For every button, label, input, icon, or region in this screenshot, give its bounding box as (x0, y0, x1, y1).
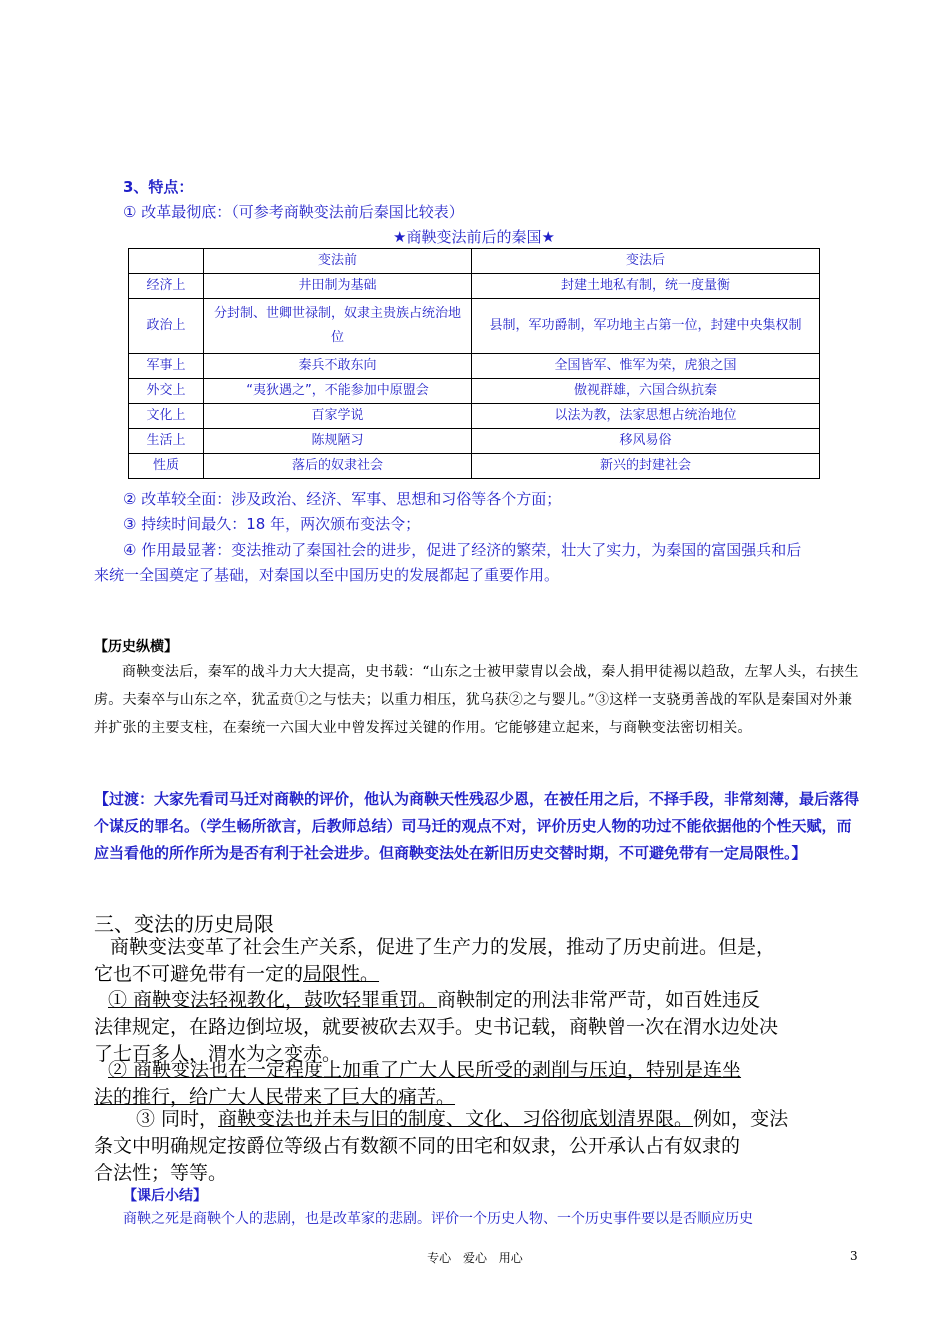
row-label: 文化上 (129, 404, 204, 429)
header-cell: 变法前 (204, 249, 472, 274)
footer-motto: 专心 爱心 用心 (427, 1251, 523, 1265)
cell-before: 分封制、世卿世禄制，奴隶主贵族占统治地位 (204, 299, 472, 354)
cell-after: 封建土地私有制，统一度量衡 (472, 274, 820, 299)
limitation-3-line-3: 合法性；等等。 (94, 1162, 228, 1184)
limitation-3-text: 例如，变法 (693, 1108, 789, 1130)
section-three-title: 三、变法的历史局限 (94, 912, 274, 936)
limitation-2 (94, 1057, 864, 1111)
page-number: 3 (850, 1249, 858, 1263)
point-4-line-2: 来统一全国奠定了基础，对秦国以至中国历史的发展都起了重要作用。 (94, 566, 560, 584)
cell-before: 秦兵不敢东向 (204, 354, 472, 379)
limitation-1-line-3: 了七百多人，渭水为之变赤。 (94, 1043, 342, 1065)
limitation-1 (94, 987, 864, 1068)
cell-before: 百家学说 (204, 404, 472, 429)
cell-after: 县制，军功爵制，军功地主占第一位，封建中央集权制 (472, 299, 820, 354)
limitation-underline: 局限性。 (303, 963, 380, 985)
limitation-3-line-2: 条文中明确规定按爵位等级占有数额不同的田宅和奴隶，公开承认占有奴隶的 (94, 1135, 741, 1157)
limitation-1-underline: ① 商鞅变法轻视教化，鼓吹轻罪重罚。 (108, 989, 438, 1011)
limitation-2-line-2: 法的推行，给广大人民带来了巨大的痛苦。 (94, 1086, 456, 1108)
point-4-line-1: ④ 作用最显著：变法推动了秦国社会的进步，促进了经济的繁荣，壮大了实力，为秦国的富国强兵和后 (123, 541, 802, 559)
row-label: 性质 (129, 454, 204, 479)
point-3: ③ 持续时间最久：18 年，两次颁布变法令； (123, 515, 421, 533)
intro-line-2 (94, 961, 864, 988)
cell-before: 井田制为基础 (204, 274, 472, 299)
limitation-3-prefix: ③ 同时， (136, 1108, 219, 1130)
point-2: ② 改革较全面：涉及政治、经济、军事、思想和习俗等各个方面； (123, 490, 562, 508)
history-body: 商鞅变法后，秦军的战斗力大大提高，史书载：“山东之士被甲蒙胄以会战，秦人捐甲徒裼以趋敌，左挈人头，右挟生虏。夫秦卒与山东之卒，犹孟贲①之与怯夫；以重力相压，犹乌获②之与婴儿。”③这样一支骁勇善战的军队是秦国对外兼并扩张的主要支柱，在秦统一六国大业中曾发挥过关键的作用。它能够建立起来，与商鞅变法密切相关。 (94, 664, 859, 736)
limitation-3-line-1 (94, 1106, 864, 1133)
limitation-1-line-1 (94, 987, 864, 1014)
row-label: 外交上 (129, 379, 204, 404)
table-row (129, 274, 820, 299)
limitation-2-line-1: ② 商鞅变法也在一定程度上加重了广大人民所受的剥削与压迫，特别是连坐 (108, 1059, 742, 1081)
summary-text: 商鞅之死是商鞅个人的悲剧，也是改革家的悲剧。评价一个历史人物、一个历史事件要以是否顺应历史 (123, 1211, 753, 1227)
row-label: 军事上 (129, 354, 204, 379)
intro-line-1: 商鞅变法变革了社会生产关系，促进了生产力的发展，推动了历史前进。但是， (110, 936, 776, 958)
table-row (129, 299, 820, 354)
intro-text: 它也不可避免带有一定的 (94, 963, 304, 985)
limitation-1-line-2: 法律规定，在路边倒垃圾，就要被砍去双手。史书记载，商鞅曾一次在渭水边处决 (94, 1016, 779, 1038)
row-label: 政治上 (129, 299, 204, 354)
history-title: 【历史纵横】 (94, 639, 178, 655)
transition-paragraph: 【过渡：大家先看司马迁对商鞅的评价，他认为商鞅天性残忍少恩，在被任用之后，不择手段，非常刻薄，最后落得个谋反的罪名。（学生畅所欲言，后教师总结）司马迁的观点不对，评价历史人物的功过不能依据他的个性天赋，而应当看他的所作所为是否有利于社会进步。但商鞅变法处在新旧历史交替时期，不可避免带有一定局限性。】 (94, 790, 860, 862)
cell-before: 落后的奴隶社会 (204, 454, 472, 479)
table-header-row (129, 249, 820, 274)
cell-after: 新兴的封建社会 (472, 454, 820, 479)
table-row (129, 404, 820, 429)
table-row (129, 454, 820, 479)
table-caption: ★商鞅变法前后的秦国★ (393, 228, 555, 246)
limitation-3 (94, 1106, 864, 1187)
cell-after: 以法为教，法家思想占统治地位 (472, 404, 820, 429)
table-row (129, 429, 820, 454)
limitation-3-underline: 商鞅变法也并未与旧的制度、文化、习俗彻底划清界限。 (218, 1108, 694, 1130)
summary-title: 【课后小结】 (123, 1188, 207, 1204)
cell-before: 陈规陋习 (204, 429, 472, 454)
cell-before: “夷狄遇之”，不能参加中原盟会 (204, 379, 472, 404)
comparison-table (128, 248, 820, 479)
row-label: 生活上 (129, 429, 204, 454)
header-cell (129, 249, 204, 274)
table-row (129, 354, 820, 379)
header-cell: 变法后 (472, 249, 820, 274)
limitation-1-text: 商鞅制定的刑法非常严苛，如百姓违反 (437, 989, 761, 1011)
point-1: ① 改革最彻底：（可参考商鞅变法前后秦国比较表） (123, 203, 464, 221)
cell-after: 移风易俗 (472, 429, 820, 454)
intro-paragraph (94, 934, 864, 988)
table-row (129, 379, 820, 404)
cell-after: 全国皆军、惟军为荣，虎狼之国 (472, 354, 820, 379)
cell-after: 傲视群雄，六国合纵抗秦 (472, 379, 820, 404)
section-title: 3、特点： (123, 178, 194, 196)
row-label: 经济上 (129, 274, 204, 299)
